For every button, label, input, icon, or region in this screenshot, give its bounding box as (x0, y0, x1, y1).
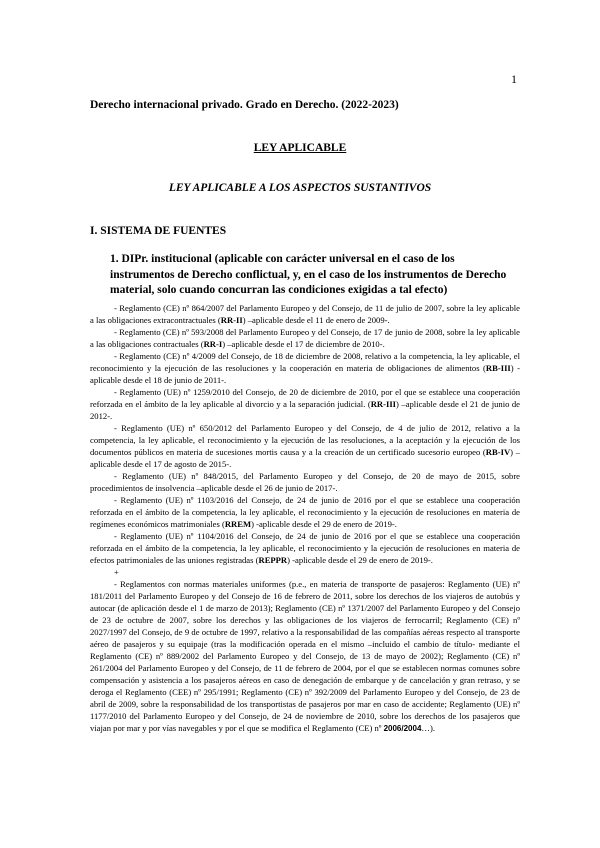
page-number: 1 (511, 72, 517, 86)
main-heading: LEY APLICABLE (253, 142, 347, 154)
uniform-rules-item: - Reglamentos con normas materiales uniformes (p.e., en materia de transporte de pasajeros: Reglamento (UE) nº 181/2011 del Parlamento Europeo y del Consejo de 16 de febrero de 2011, sobre los derechos de los viajeros de autobús y autocar (de aplicación desde el 1 de marzo de 2013); Reglamento (CE) nº 1371/2007 del Parlamento Europeo y del Consejo de 23 de octubre de 2007, sobre los derechos y las obligaciones de los viajeros de ferrocarril; Reglamento (CE) nº 2027/1997 del Consejo, de 9 de octubre de 1997, relativo a la responsabilidad de las compañías aéreas respecto al transporte aéreo de pasajeros y su equipaje (tras la modificación operada en el mismo –incluido el cambio de título- mediante el Reglamento (CE) nº 889/2002 del Parlamento Europeo y del Consejo, de 13 de mayo de 2002); Reglamento (CE) nº 261/2004 del Parlamento Europeo y del Consejo, de 11 de febrero de 2004, por el que se establecen normas comunes sobre compensación y asistencia a los pasajeros aéreos en caso de denegación de embarque y de cancelación y gran retraso, y se deroga el Reglamento (CEE) nº 295/1991; Reglamento (CE) nº 392/2009 del Parlamento Europeo y del Consejo, de 23 de abril de 2009, sobre la responsabilidad de los transportistas de pasajeros por mar en caso de accidente; Reglamento (UE) nº 1177/2010 del Parlamento Europeo y del Consejo, de 24 de noviembre de 2010, sobre los derechos de los pasajeros que viajan por mar y por vías navegables y por el que se modifica el Reglamento (CE) nº 2006/2004…). (90, 579, 520, 733)
regulation-item: - Reglamento (UE) nº 848/2015, del Parlamento Europeo y del Consejo, de 20 de mayo de 2015, sobre procedimientos de insolvencia –aplicable desde el 26 de junio de 2017-. (90, 471, 520, 493)
sub-heading: LEY APLICABLE A LOS ASPECTOS SUSTANTIVOS (168, 182, 432, 194)
course-title: Derecho internacional privado. Grado en Derecho. (2022-2023) (90, 99, 399, 111)
regulation-item: - Reglamento (UE) nº 1104/2016 del Consejo, de 24 de junio de 2016 por el que se establece una cooperación reforzada en el ámbito de la competencia, la ley aplicable, el reconocimiento y la ejecución de resoluciones en materia de efectos patrimoniales de las uniones registradas (REPPR) -aplicable desde el 29 de enero de 2019-. (90, 531, 520, 565)
plus-sign: + (114, 567, 119, 577)
subsection-heading: 1. DIPr. institucional (aplicable con carácter universal en el caso de los instrumentos de Derecho conflictual, y, en el caso de los instrumentos de Derecho material, solo cuando concurran las condiciones exigidas a tal efecto) (110, 253, 507, 296)
regulation-item: - Reglamento (CE) nº 4/2009 del Consejo, de 18 de diciembre de 2008, relativo a la competencia, la ley aplicable, el reconocimiento y la ejecución de las resoluciones y la cooperación en materia de obligaciones de alimentos (RB-III) -aplicable desde el 18 de junio de 2011-. (90, 351, 520, 385)
regulation-item: - Reglamento (CE) nº 864/2007 del Parlamento Europeo y del Consejo, de 11 de julio de 2007, sobre la ley aplicable a las obligaciones extracontractuales (RR-II) –aplicable desde el 11 de enero de 2009-. (90, 303, 520, 325)
regulation-item: - Reglamento (UE) nº 1103/2016 del Consejo, de 24 de junio de 2016 por el que se establece una cooperación reforzada en el ámbito de la competencia, la ley aplicable, el reconocimiento y la ejecución de resoluciones en materia de regímenes económicos matrimoniales (RREM) -aplicable desde el 29 de enero de 2019-. (90, 495, 520, 529)
section-heading: I. SISTEMA DE FUENTES (90, 225, 227, 237)
regulation-item: - Reglamento (UE) nº 1259/2010 del Consejo, de 20 de diciembre de 2010, por el que se establece una cooperación reforzada en el ámbito de la ley aplicable al divorcio y a la separación judicial. (RR-III) –aplicable desde el 21 de junio de 2012-. (90, 387, 520, 421)
regulation-item: - Reglamento (UE) nº 650/2012 del Parlamento Europeo y del Consejo, de 4 de julio de 2012, relativo a la competencia, la ley aplicable, el reconocimiento y la ejecución de las resoluciones, a la aceptación y la ejecución de los documentos públicos en materia de sucesiones mortis causa y a la creación de un certificado sucesorio europeo (RB-IV) –aplicable desde el 17 de agosto de 2015-. (90, 423, 520, 469)
regulation-item: - Reglamento (CE) nº 593/2008 del Parlamento Europeo y del Consejo, de 17 de junio de 2008, sobre la ley aplicable a las obligaciones contractuales (RR-I) –aplicable desde el 17 de diciembre de 2010-. (90, 327, 520, 349)
document-body (90, 302, 520, 735)
